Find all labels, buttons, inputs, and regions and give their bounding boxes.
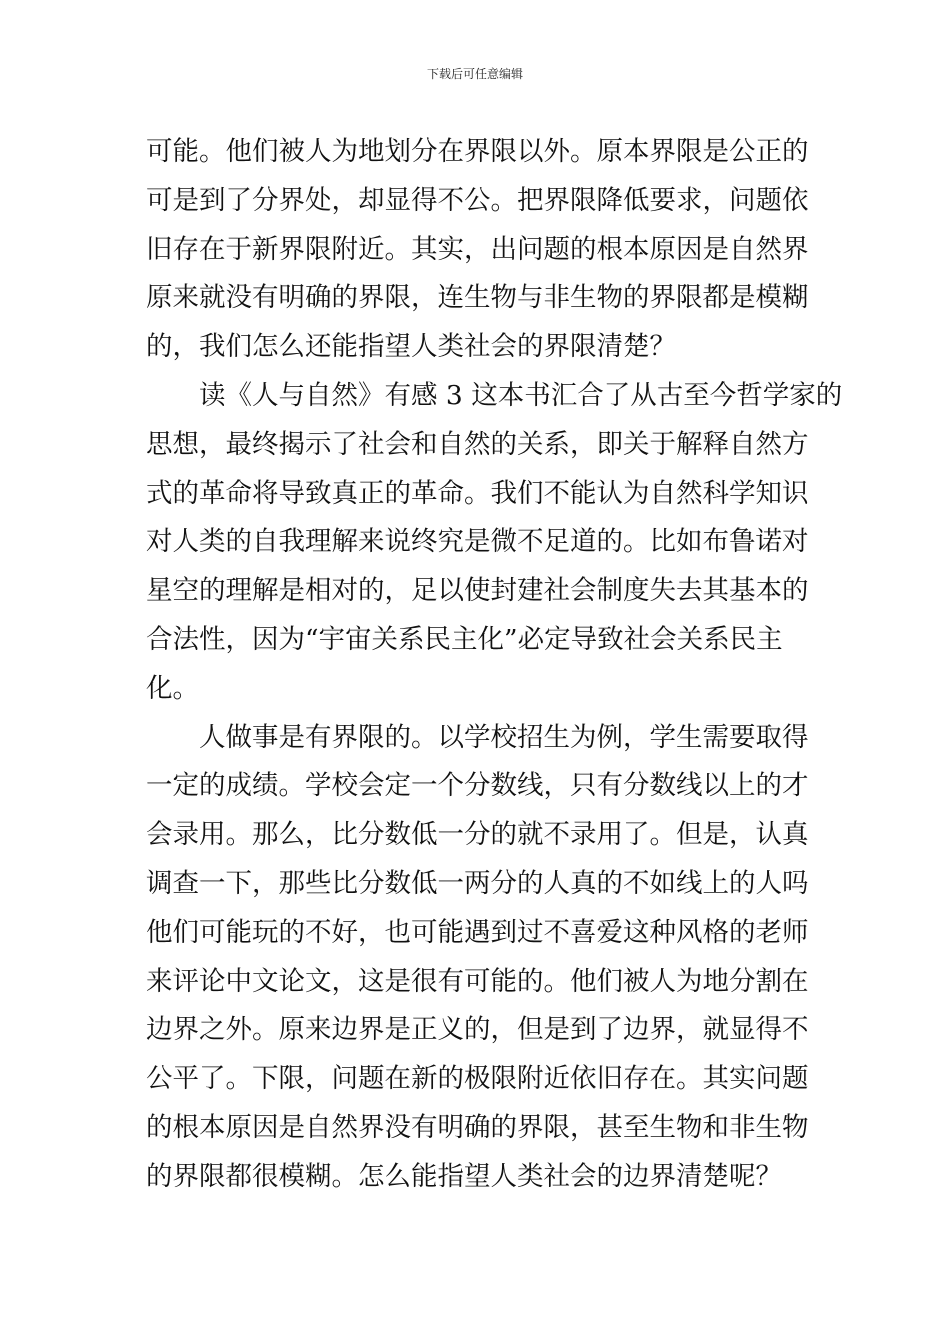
text-line: 式的革命将导致真正的革命。我们不能认为自然科学知识 <box>146 477 809 509</box>
text-line: 化。 <box>146 672 199 704</box>
text-line: 的根本原因是自然界没有明确的界限，甚至生物和非生物 <box>146 1111 809 1143</box>
text-line: 他们可能玩的不好，也可能遇到过不喜爱这种风格的老师 <box>146 916 809 948</box>
text-line: 星空的理解是相对的，足以使封建社会制度失去其基本的 <box>146 575 809 607</box>
text-line: 会录用。那么，比分数低一分的就不录用了。但是，认真 <box>146 819 809 851</box>
text-line: 的，我们怎么还能指望人类社会的界限清楚？ <box>146 331 676 363</box>
page-header: 下载后可任意编辑 <box>426 67 523 81</box>
text-line: 人做事是有界限的。以学校招生为例，学生需要取得 <box>146 721 809 753</box>
text-line: 调查一下，那些比分数低一两分的人真的不如线上的人吗 <box>146 867 809 899</box>
text-line: 公平了。下限，问题在新的极限附近依旧存在。其实问题 <box>146 1063 809 1095</box>
text-line: 合法性，因为“宇宙关系民主化”必定导致社会关系民主 <box>146 623 783 655</box>
text-line: 可能。他们被人为地划分在界限以外。原本界限是公正的 <box>146 136 809 167</box>
paragraph-3 <box>146 714 809 1202</box>
text-line: 一定的成绩。学校会定一个分数线，只有分数线以上的才 <box>146 770 809 802</box>
text-line: 边界之外。原来边界是正义的，但是到了边界，就显得不 <box>146 1014 809 1046</box>
text-line: 对人类的自我理解来说终究是微不足道的。比如布鲁诺对 <box>146 526 809 558</box>
document-body <box>146 128 843 1202</box>
paragraph-2 <box>146 372 843 714</box>
paragraph-1 <box>146 128 809 372</box>
text-line: 原来就没有明确的界限，连生物与非生物的界限都是模糊 <box>146 282 809 314</box>
text-line: 的界限都很模糊。怎么能指望人类社会的边界清楚呢？ <box>146 1160 782 1192</box>
text-line: 思想，最终揭示了社会和自然的关系，即关于解释自然方 <box>146 428 809 460</box>
text-line: 来评论中文论文，这是很有可能的。他们被人为地分割在 <box>146 965 809 997</box>
text-line: 旧存在于新界限附近。其实，出问题的根本原因是自然界 <box>146 233 809 265</box>
text-line: 读《人与自然》有感 3 这本书汇合了从古至今哲学家的 <box>146 379 843 411</box>
text-line: 可是到了分界处，却显得不公。把界限降低要求，问题依 <box>146 184 809 216</box>
